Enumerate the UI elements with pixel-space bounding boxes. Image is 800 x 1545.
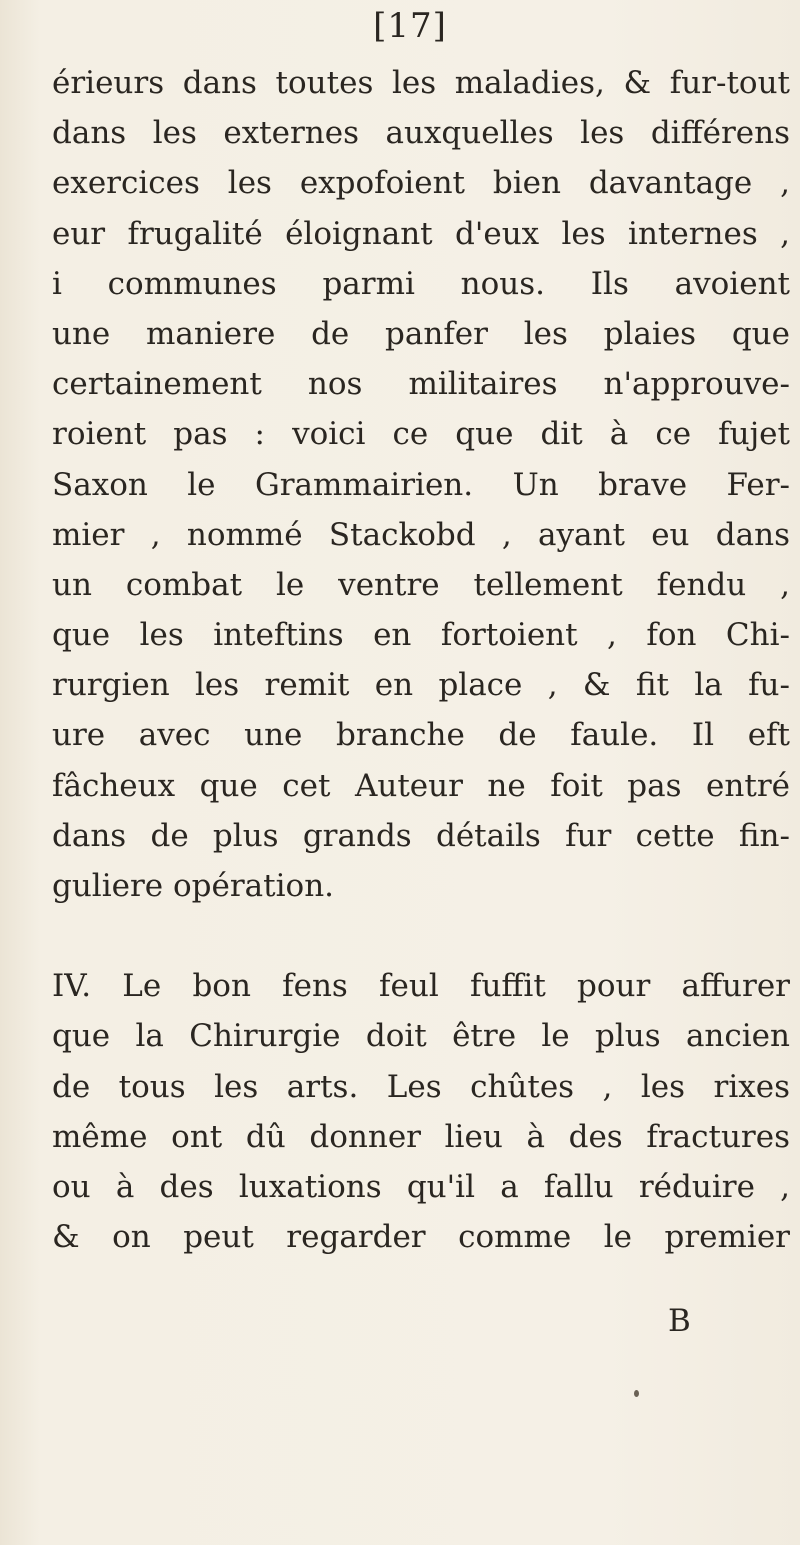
text-line: même ont dû donner lieu à des fractures [52, 1118, 790, 1155]
text-line: guliere opération. [52, 868, 335, 904]
text-line: fâcheux que cet Auteur ne foit pas entré [52, 767, 790, 804]
text-line: IV. Le bon fens feul fuffit pour affurer [52, 968, 790, 1005]
body-text [52, 58, 790, 1262]
text-line: une maniere de panfer les plaies que [52, 315, 790, 352]
paragraph-break [52, 911, 790, 961]
text-line: érieurs dans toutes les maladies, & fur-tout [52, 65, 790, 101]
text-line: roient pas : voici ce que dit à ce fujet [52, 416, 790, 453]
text-line: ure avec une branche de faule. Il eft [52, 717, 790, 754]
paragraph-2 [52, 961, 790, 1262]
text-line: de tous les arts. Les chûtes , les rixes [52, 1068, 790, 1105]
text-line: eur frugalité éloignant d'eux les internes , [52, 215, 790, 252]
text-line: rurgien les remit en place , & fit la fu- [52, 667, 790, 704]
text-line: que les inteftins en fortoient , fon Chi- [52, 617, 790, 654]
text-line: certainement nos militaires n'approuve- [52, 366, 790, 403]
text-line: dans de plus grands détails fur cette fin- [52, 817, 790, 854]
text-line: exercices les expofoient bien davantage , [52, 165, 790, 202]
ink-speck [634, 1390, 639, 1397]
text-line: un combat le ventre tellement fendu , [52, 566, 790, 603]
page-number: [17] [373, 6, 447, 46]
text-line: mier , nommé Stackobd , ayant eu dans [52, 516, 790, 553]
text-line: dans les externes auxquelles les différens [52, 115, 790, 152]
catchword-signature: B [668, 1303, 691, 1339]
text-line: Saxon le Grammairien. Un brave Fer- [52, 466, 790, 503]
text-line: & on peut regarder comme le premier [52, 1219, 790, 1256]
paragraph-1 [52, 58, 790, 911]
text-line: i communes parmi nous. Ils avoient [52, 265, 790, 302]
text-line: ou à des luxations qu'il a fallu réduire , [52, 1168, 790, 1205]
text-line: que la Chirurgie doit être le plus ancien [52, 1018, 790, 1055]
